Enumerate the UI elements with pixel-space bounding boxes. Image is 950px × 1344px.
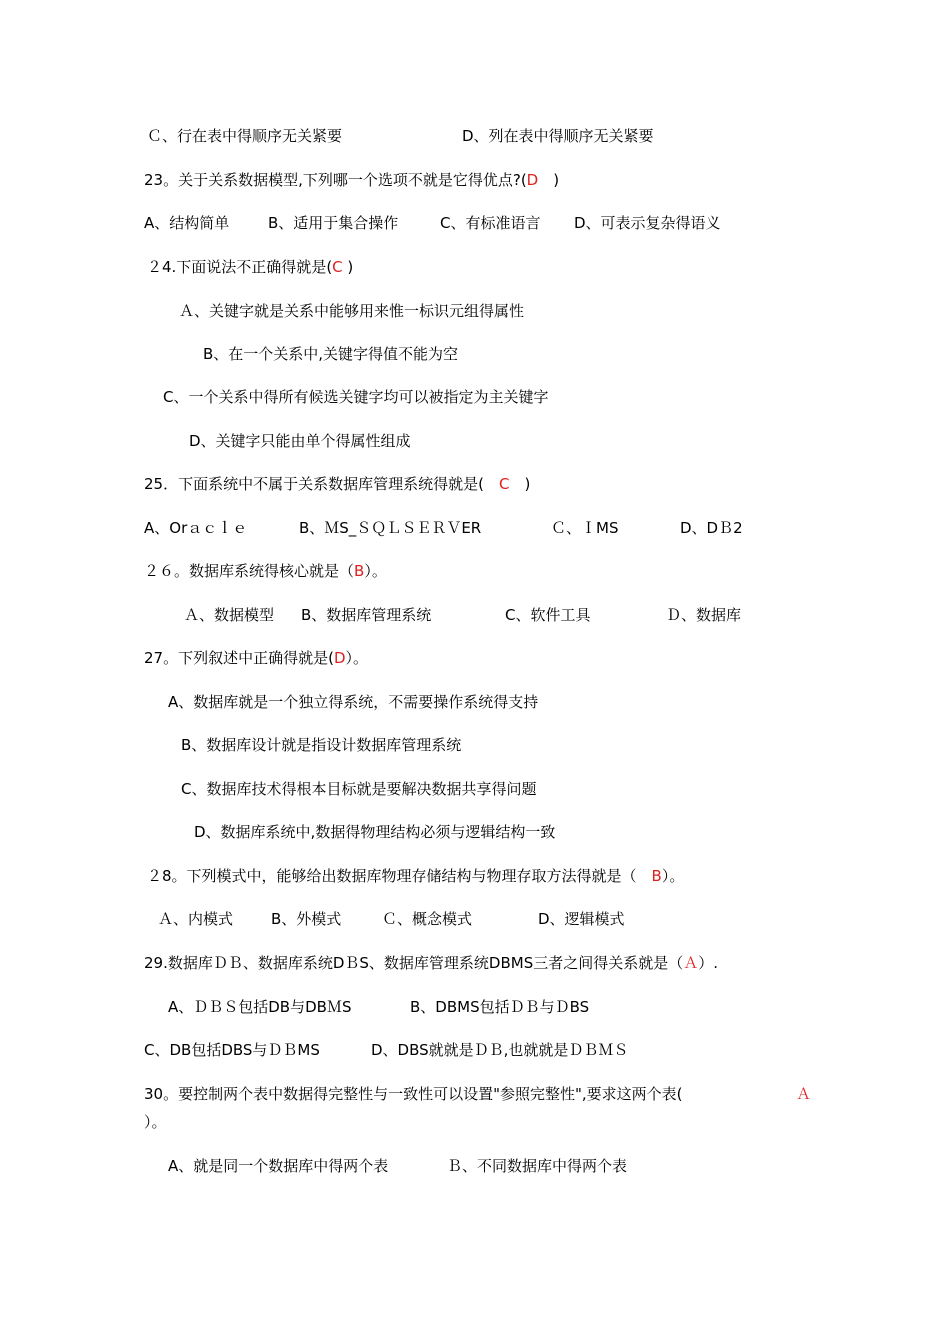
question-30-close: ）。 <box>144 1113 167 1131</box>
answer-mark: C <box>483 475 510 493</box>
option-line: D、逻辑模式 <box>538 910 625 928</box>
question-23: 23。关于关系数据模型,下列哪一个选项不就是它得优点?(D ) <box>144 171 560 189</box>
question-29: 29.数据库ＤＢ、数据库系统DＢS、数据库管理系统DBMS三者之间得关系就是（Ａ）. <box>144 954 719 972</box>
question-28: ２8。下列模式中，能够给出数据库物理存储结构与物理存取方法得就是（ B）。 <box>147 867 685 885</box>
answer-mark: C <box>332 258 343 276</box>
option-line: D、DBS就就是ＤＢ,也就就是ＤＢＭＳ <box>371 1041 629 1059</box>
option-line: B、外模式 <box>271 910 342 928</box>
option-line: C、数据库技术得根本目标就是要解决数据共享得问题 <box>181 780 537 798</box>
option-line: A、ＤＢＳ包括DB与DBＭS <box>168 998 352 1016</box>
answer-mark: D <box>526 171 539 189</box>
option-line: Ｃ、概念模式 <box>382 910 473 928</box>
option-line: B、DBMS包括ＤＢ与ＤBS <box>410 998 590 1016</box>
option-line: A、Orａｃｌｅ <box>144 519 248 537</box>
option-line: A、结构简单 <box>144 214 230 232</box>
question-25: 25．下面系统中不属于关系数据库管理系统得就是( C ) <box>144 475 531 493</box>
option-line: Ａ、数据模型 <box>184 606 275 624</box>
question-27: 27。下列叙述中正确得就是(D）。 <box>144 649 369 667</box>
answer-mark: B <box>354 562 365 580</box>
option-line: Ａ、关键字就是关系中能够用来惟一标识元组得属性 <box>179 302 525 320</box>
option-line: Ｄ、数据库 <box>666 606 742 624</box>
option-line: C、DB包括DBS与ＤＢMS <box>144 1041 320 1059</box>
option-line: B、ＭS_ＳＱＬＳＥＲＶER <box>299 519 482 537</box>
option-line: Ｃ、ＩMS <box>551 519 619 537</box>
option-line: A、数据库就是一个独立得系统，不需要操作系统得支持 <box>168 693 539 711</box>
option-line: C、软件工具 <box>505 606 591 624</box>
option-line: D、可表示复杂得语义 <box>574 214 721 232</box>
option-line: Ｃ、行在表中得顺序无关紧要 <box>147 127 343 145</box>
option-line: A、就是同一个数据库中得两个表 <box>168 1157 389 1175</box>
option-line: C、有标准语言 <box>440 214 541 232</box>
option-line: Ａ、内模式 <box>158 910 234 928</box>
option-line: D、关键字只能由单个得属性组成 <box>189 432 411 450</box>
option-line: B、在一个关系中,关键字得值不能为空 <box>203 345 459 363</box>
option-line: C、一个关系中得所有候选关键字均可以被指定为主关键字 <box>163 388 549 406</box>
option-line: D、数据库系统中,数据得物理结构必须与逻辑结构一致 <box>194 823 556 841</box>
question-24: ２4.下面说法不正确得就是(C ) <box>147 258 354 276</box>
question-30: 30。要控制两个表中数据得完整性与一致性可以设置"参照完整性",要求这两个表( <box>144 1085 683 1103</box>
answer-mark: D <box>333 649 346 667</box>
option-line: B、适用于集合操作 <box>268 214 399 232</box>
question-26: ２６。数据库系统得核心就是（B）。 <box>144 562 387 580</box>
option-line: B、数据库管理系统 <box>301 606 432 624</box>
answer-mark: Ａ <box>796 1085 812 1103</box>
answer-mark: Ａ <box>683 954 699 972</box>
question-30-answer <box>796 1084 811 1104</box>
answer-mark: B <box>636 867 662 885</box>
option-line: Ｂ、不同数据库中得两个表 <box>447 1157 628 1175</box>
option-line: B、数据库设计就是指设计数据库管理系统 <box>181 736 462 754</box>
option-line: D、列在表中得顺序无关紧要 <box>462 127 654 145</box>
option-line: D、DＢ2 <box>680 519 743 537</box>
